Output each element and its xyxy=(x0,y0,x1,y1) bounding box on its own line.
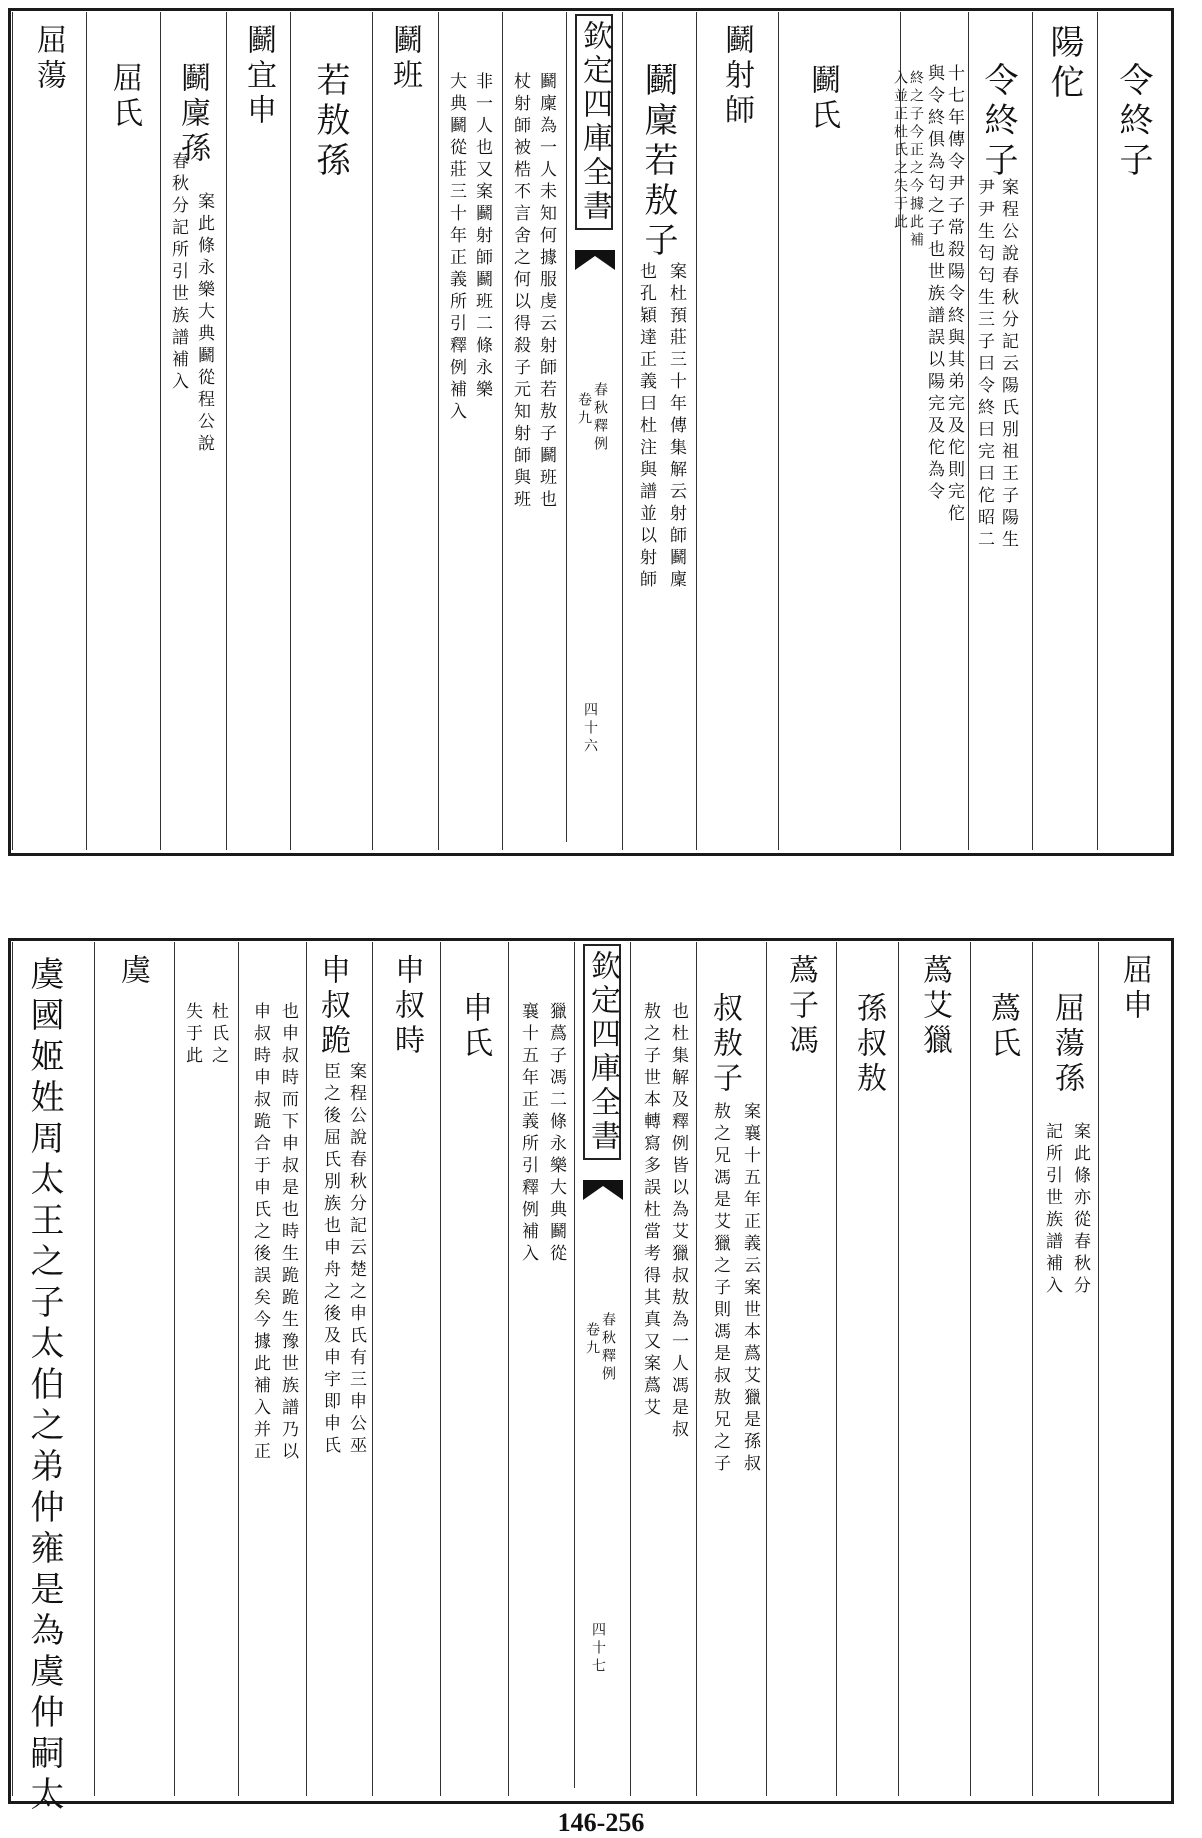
col-d4-main: 蔿艾獵 xyxy=(917,954,952,1059)
bottom-center-subtitle: 春秋釋例 xyxy=(600,1312,616,1384)
col-c3-note-b: 尹尹生匄匄生三子曰令終曰完曰佗昭二 xyxy=(974,178,994,552)
col-c5-main: 鬬氏 xyxy=(805,64,840,134)
col-d10 xyxy=(440,942,508,1796)
col-c13 xyxy=(160,12,226,850)
col-d11-main: 申叔時 xyxy=(389,954,424,1059)
bottom-center-title: 欽定四庫全書 xyxy=(583,944,621,1160)
top-fishtail-icon xyxy=(575,250,615,270)
col-d12-main: 申叔跪 xyxy=(315,954,350,1059)
col-c14-main: 屈氏 xyxy=(107,62,142,132)
col-d16 xyxy=(12,942,94,1817)
col-d12 xyxy=(306,942,372,1796)
col-c15-main: 屈蕩 xyxy=(31,24,66,94)
col-d11 xyxy=(372,942,440,1796)
col-d13 xyxy=(238,942,306,1796)
col-c6-main: 鬬射師 xyxy=(719,24,754,129)
col-d2-main: 屈蕩孫 xyxy=(1049,992,1084,1097)
top-center-volume: 卷九 xyxy=(576,392,592,428)
col-c7 xyxy=(622,12,696,850)
col-d14-note-a: 杜氏之 xyxy=(208,1002,228,1068)
col-c8-note-b: 杖射師被梏不言舍之何以得殺子元知射師與班 xyxy=(510,72,530,512)
col-d5-main: 孫叔敖 xyxy=(851,992,886,1097)
col-d1 xyxy=(1098,942,1168,1796)
col-c14 xyxy=(86,12,160,850)
col-c15 xyxy=(12,12,86,850)
col-c3-main: 令終子 xyxy=(978,62,1018,182)
col-c1-main: 令終子 xyxy=(1113,62,1153,182)
col-d9-note-a: 獵蔿子馮二條永樂大典鬬從 xyxy=(546,1002,566,1266)
col-c10-main: 鬬班 xyxy=(387,24,422,94)
bottom-center-page-no: 四十七 xyxy=(590,1622,606,1676)
col-d6-main: 蔿子馮 xyxy=(783,954,818,1059)
col-d8 xyxy=(630,942,696,1796)
col-c10 xyxy=(372,12,438,850)
col-c8-note-a: 鬬廩為一人未知何據服虔云射師若敖子鬬班也 xyxy=(536,72,556,512)
col-d8-note-a: 也杜集解及釋例皆以為艾獵叔敖為一人馮是叔 xyxy=(668,1002,688,1442)
col-c11-main: 若敖孫 xyxy=(310,62,350,182)
bottom-center-strip xyxy=(574,942,631,1788)
col-c2-main: 陽佗 xyxy=(1044,24,1084,104)
col-d5 xyxy=(836,942,898,1796)
col-d7-note-a: 案襄十五年正義云案世本蔿艾獵是孫叔 xyxy=(740,1102,760,1476)
col-d7-main: 叔敖子 xyxy=(707,992,742,1097)
col-d2 xyxy=(1032,942,1098,1796)
col-d13-note-b: 申叔時申叔跪合于申氏之後誤矣今據此補入并正 xyxy=(250,1002,270,1464)
top-center-subtitle: 春秋釋例 xyxy=(592,382,608,454)
col-c4-note-d: 入並正杜氏之失于此 xyxy=(892,70,908,232)
top-page xyxy=(0,0,1202,862)
col-c8 xyxy=(502,12,566,850)
col-d16-main: 虞國姬姓周太王之子太伯之弟仲雍是為虞仲嗣太 xyxy=(24,956,64,1817)
col-d10-main: 申氏 xyxy=(457,992,492,1062)
col-d6 xyxy=(766,942,836,1796)
col-c4-note-a: 十七年傳令尹子常殺陽令終與其弟完及佗則完佗 xyxy=(944,64,964,526)
top-center-page-no: 四十六 xyxy=(582,702,598,756)
col-d2-note-b: 記所引世族譜補入 xyxy=(1042,1122,1062,1298)
col-c9 xyxy=(438,12,502,850)
col-d7 xyxy=(696,942,766,1796)
col-c3 xyxy=(968,12,1032,850)
col-c13-main: 鬬廩孫 xyxy=(175,62,210,167)
col-d14 xyxy=(174,942,238,1796)
top-center-strip xyxy=(566,12,623,842)
col-c13-note-b: 春秋分記所引世族譜補入 xyxy=(168,152,188,394)
col-c2 xyxy=(1032,12,1097,850)
col-c9-note-a: 非一人也又案鬬射師鬬班二條永樂 xyxy=(472,72,492,402)
col-c7-main: 鬬廩若敖子 xyxy=(638,62,678,262)
col-d3 xyxy=(970,942,1032,1796)
col-c13-note-a: 案此條永樂大典鬬從程公說 xyxy=(194,192,214,456)
col-d8-note-b: 敖之子世本轉寫多誤杜當考得其真又案蔿艾 xyxy=(640,1002,660,1420)
col-d2-note-a: 案此條亦從春秋分 xyxy=(1070,1122,1090,1298)
col-d12-note-a: 案程公說春秋分記云楚之申氏有三申公巫 xyxy=(346,1062,366,1458)
col-c4-note-b: 與令終俱為匄之子也世族譜誤以陽完及佗為令 xyxy=(924,64,944,504)
col-d15 xyxy=(94,942,174,1796)
bottom-fishtail-icon xyxy=(583,1180,623,1200)
col-c3-note-a: 案程公說春秋分記云陽氏別祖王子陽生 xyxy=(998,178,1018,552)
col-c5 xyxy=(778,12,870,850)
col-c6 xyxy=(696,12,778,850)
bottom-center-volume: 卷九 xyxy=(584,1322,600,1358)
col-c12-main: 鬬宜申 xyxy=(241,24,276,129)
col-c12 xyxy=(226,12,290,850)
col-d4 xyxy=(898,942,970,1796)
col-d13-note-a: 也申叔時而下申叔是也時生跪跪生豫世族譜乃以 xyxy=(278,1002,298,1464)
col-c4 xyxy=(892,12,968,850)
col-c9-note-b: 大典鬬從莊三十年正義所引釋例補入 xyxy=(446,72,466,424)
col-d12-note-b: 臣之後屈氏別族也申舟之後及申宇即申氏 xyxy=(320,1062,340,1458)
col-c4-note-c: 終之子今正之今據此補 xyxy=(908,70,924,250)
col-d14-note-b: 失于此 xyxy=(182,1002,202,1068)
col-d3-main: 蔿氏 xyxy=(985,992,1020,1062)
bottom-page xyxy=(0,930,1202,1817)
col-c11 xyxy=(290,12,372,850)
col-d7-note-b: 敖之兄馮是艾獵之子則馮是叔敖兄之子 xyxy=(710,1102,730,1476)
page-reference: 146-256 xyxy=(557,1808,645,1837)
col-d1-main: 屈申 xyxy=(1117,954,1152,1024)
col-c7-note-a: 案杜預莊三十年傳集解云射師鬬廩 xyxy=(666,262,686,592)
top-center-title: 欽定四庫全書 xyxy=(575,14,613,230)
col-d9-note-b: 襄十五年正義所引釋例補入 xyxy=(518,1002,538,1266)
col-c7-note-b: 也孔穎達正義曰杜注與譜並以射師 xyxy=(636,262,656,592)
col-d15-main: 虞 xyxy=(115,954,150,989)
col-d9 xyxy=(508,942,574,1796)
col-c1 xyxy=(1097,12,1168,850)
